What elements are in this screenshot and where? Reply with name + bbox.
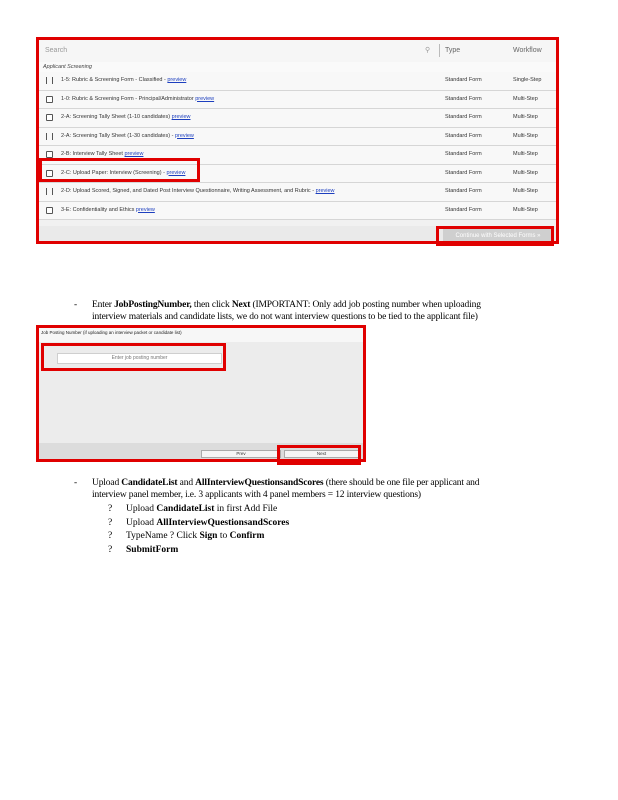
row-checkbox[interactable] (46, 96, 53, 103)
step-bullet: ? (108, 531, 113, 541)
category-label: Applicant Screening (39, 62, 556, 73)
table-row[interactable] (39, 202, 556, 221)
form-name (61, 133, 194, 139)
dialog-header: Job Posting Number (if uploading an interview packet or candidate list) (39, 328, 363, 342)
form-name (61, 77, 186, 83)
upload-steps-list (108, 503, 289, 557)
step-text-run: TypeName ? Click (126, 531, 200, 541)
form-name (61, 170, 185, 176)
instruction-text (92, 477, 479, 501)
step-item (108, 503, 289, 517)
text-run: Upload (92, 478, 122, 488)
preview-link[interactable]: preview (166, 169, 186, 176)
column-header-type[interactable]: Type (445, 47, 461, 54)
job-posting-number-input[interactable]: Enter job posting number (57, 353, 222, 364)
bold-job-posting-number: JobPostingNumber, (114, 300, 192, 310)
table-row[interactable] (39, 183, 556, 202)
preview-link[interactable]: preview (124, 151, 144, 157)
text-run: (IMPORTANT: Only add job posting number when uploading (250, 300, 481, 310)
instruction-text (92, 299, 481, 323)
preview-link[interactable]: preview (167, 77, 187, 83)
preview-link[interactable]: preview (135, 206, 155, 213)
form-workflow: Multi-Step (513, 169, 538, 176)
form-type: Standard Form (445, 132, 482, 139)
form-workflow: Multi-Step (513, 206, 538, 213)
form-type: Standard Form (445, 169, 482, 176)
text-run: Enter (92, 300, 115, 310)
job-posting-dialog-screenshot (36, 325, 366, 462)
form-rows (39, 72, 556, 220)
search-input[interactable]: Search (45, 47, 68, 54)
form-workflow: Single-Step (513, 77, 542, 83)
form-workflow: Multi-Step (513, 151, 538, 157)
form-workflow: Multi-Step (513, 114, 538, 120)
form-type: Standard Form (445, 95, 482, 102)
text-run: (there should be one file per applicant and (323, 478, 480, 488)
form-name-text: 1-5: Rubric & Screening Form - Classified - (61, 77, 166, 83)
form-workflow: Multi-Step (513, 132, 538, 139)
form-name-text: 2-B: Interview Tally Sheet (61, 151, 123, 157)
row-checkbox[interactable] (46, 77, 53, 84)
form-type: Standard Form (445, 188, 482, 194)
text-run: and (177, 478, 196, 488)
instruction-upload-files (74, 477, 594, 503)
bullet-dash: - (74, 478, 78, 488)
form-type: Standard Form (445, 114, 482, 120)
form-name-text: 2-A: Screening Tally Sheet (1-30 candidates) - (61, 132, 174, 139)
column-header-workflow[interactable]: Workflow (513, 47, 542, 54)
form-name (61, 188, 335, 194)
form-type: Standard Form (445, 206, 482, 213)
row-checkbox[interactable] (46, 151, 53, 158)
header-divider (439, 44, 440, 57)
form-name-text: 3-E: Confidentiality and Ethics (61, 206, 135, 213)
table-row[interactable] (39, 165, 556, 184)
instruction-line-2: interview panel member, i.e. 3 applicants with 4 panel members = 12 interview questions) (92, 490, 421, 500)
step-bullet: ? (108, 544, 113, 555)
form-list-header (39, 40, 556, 63)
bold-candidate-list: CandidateList (121, 478, 178, 488)
form-workflow: Multi-Step (513, 188, 538, 194)
bold-next: Next (231, 300, 251, 310)
instruction-line-2: interview materials and candidate lists, we do not want interview questions to be tied to the applicant file) (92, 312, 478, 322)
step-text-run: in first Add File (214, 504, 278, 514)
magnifier-icon[interactable]: ⚲ (425, 47, 431, 54)
step-text-run: to (217, 531, 230, 541)
bold-all-interview-questions: AllInterviewQuestionsandScores (195, 478, 324, 488)
step-item (108, 544, 289, 558)
step-text-run: Sign (199, 531, 218, 541)
form-name (61, 96, 214, 102)
preview-link[interactable]: preview (171, 114, 191, 120)
step-text-run: Upload (126, 504, 157, 514)
table-row[interactable] (39, 128, 556, 147)
table-row[interactable] (39, 109, 556, 128)
row-checkbox[interactable] (46, 207, 53, 214)
row-checkbox[interactable] (46, 133, 53, 140)
step-text-run: CandidateList (156, 504, 215, 514)
row-checkbox[interactable] (46, 170, 53, 177)
row-checkbox[interactable] (46, 114, 53, 121)
step-item (108, 517, 289, 531)
form-selection-screenshot (36, 37, 559, 244)
table-row[interactable] (39, 72, 556, 91)
row-checkbox[interactable] (46, 188, 53, 195)
step-text-run: SubmitForm (126, 544, 179, 555)
text-run: then click (191, 300, 232, 310)
form-name-text: 2-D: Upload Scored, Signed, and Dated Post Interview Questionnaire, Writing Assessment, and Rubric - (61, 188, 315, 194)
continue-with-selected-forms-button[interactable]: Continue with Selected Forms » (443, 229, 553, 243)
step-text-run: Upload (126, 517, 157, 528)
form-name-text: 2-A: Screening Tally Sheet (1-10 candidates) (61, 114, 171, 120)
instruction-enter-posting-number (74, 299, 594, 325)
preview-link[interactable]: preview (195, 95, 215, 102)
step-text-run: Confirm (229, 531, 265, 541)
step-bullet: ? (108, 504, 113, 514)
step-text-run: AllInterviewQuestionsandScores (156, 517, 290, 528)
form-name-text: 2-C: Upload Paper: Interview (Screening) - (61, 169, 165, 176)
form-type: Standard Form (445, 151, 482, 157)
form-type: Standard Form (445, 77, 482, 83)
prev-button[interactable]: Prev (201, 450, 281, 458)
table-row[interactable] (39, 91, 556, 110)
preview-link[interactable]: preview (315, 188, 335, 194)
form-name (61, 207, 155, 213)
form-name (61, 114, 191, 120)
step-item (108, 530, 289, 544)
preview-link[interactable]: preview (174, 132, 194, 139)
form-name-text: 1-0: Rubric & Screening Form - Principal/Administrator (61, 95, 194, 102)
form-workflow: Multi-Step (513, 95, 538, 102)
form-name (61, 151, 143, 157)
next-button[interactable]: Next (284, 450, 359, 458)
table-row[interactable] (39, 146, 556, 165)
step-bullet: ? (108, 517, 113, 528)
bullet-dash: - (74, 300, 78, 310)
